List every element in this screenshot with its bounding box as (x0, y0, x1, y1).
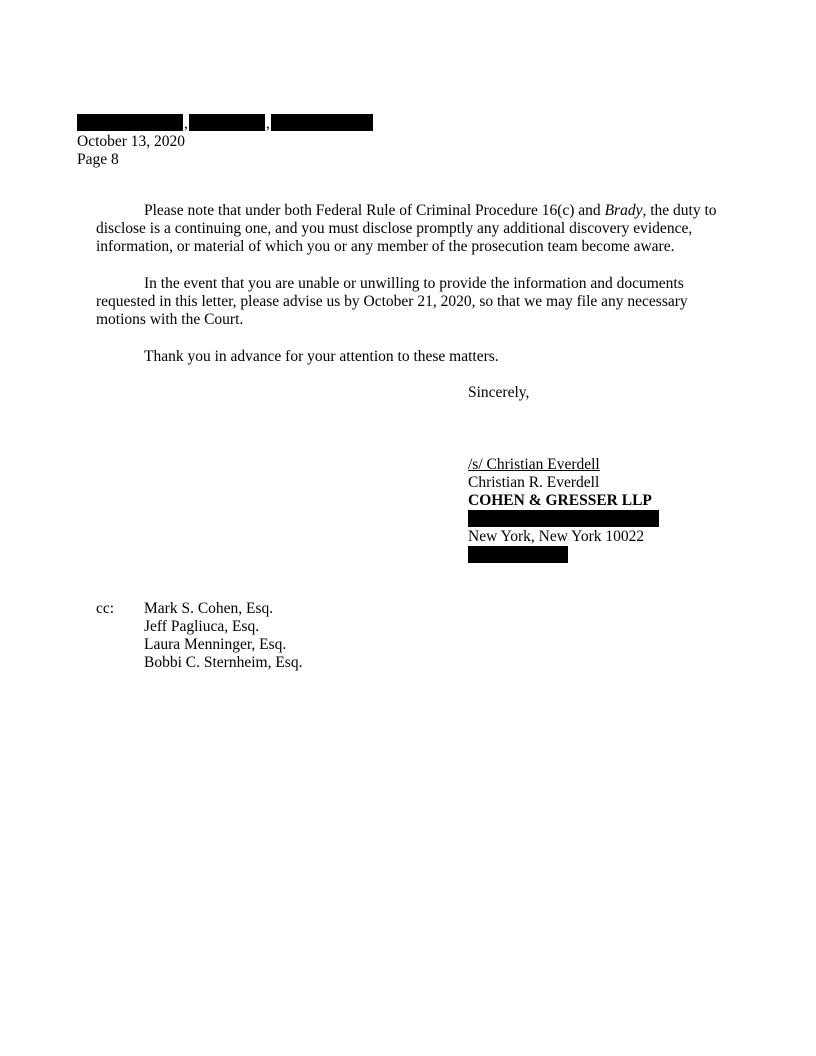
redacted-recipient-line (77, 114, 373, 133)
redacted-address-line (468, 510, 659, 528)
firm-name: COHEN & GRESSER LLP (468, 492, 652, 509)
comma: , (265, 115, 270, 132)
case-name-italic: Brady (604, 202, 643, 219)
signer-name: Christian R. Everdell (468, 474, 600, 491)
cc-recipient: Mark S. Cohen, Esq. (144, 600, 274, 617)
paragraph-deadline: In the event that you are unable or unwilling to provide the information and documents requested in this letter, please advise us by October 21, 2020, so that we may file any necessary motions with the Court. (96, 275, 688, 328)
paragraph-continuing-duty (96, 202, 736, 256)
redaction-block (468, 546, 568, 563)
letter-header (77, 114, 373, 169)
paragraph-thanks: Thank you in advance for your attention to these matters. (144, 348, 499, 365)
salutation: Sincerely, (468, 384, 530, 401)
cc-label: cc: (96, 600, 115, 617)
cc-recipient: Bobbi C. Sternheim, Esq. (144, 654, 303, 671)
cc-recipient: Jeff Pagliuca, Esq. (144, 618, 260, 635)
comma: , (184, 115, 188, 132)
cc-recipient-list (144, 600, 302, 672)
redacted-phone-line (468, 546, 659, 564)
city-state-zip: New York, New York 10022 (468, 528, 645, 545)
letter-date: October 13, 2020 (77, 133, 186, 150)
signature-line: /s/ Christian Everdell (468, 456, 600, 473)
signature-block (468, 456, 659, 564)
redaction-block (189, 114, 265, 131)
redaction-block (271, 114, 373, 131)
paragraph-text: Please note that under both Federal Rule of Criminal Procedure 16(c) and (144, 202, 605, 219)
redaction-block (468, 510, 659, 527)
cc-recipient: Laura Menninger, Esq. (144, 636, 287, 653)
paragraph-text: , the duty to disclose is a continuing one, and you must disclose promptly any additional discovery evidence, information, or material of which you or any member of the prosecution team become aware. (96, 202, 717, 255)
page-number: Page 8 (77, 151, 119, 168)
redaction-block (77, 114, 183, 131)
